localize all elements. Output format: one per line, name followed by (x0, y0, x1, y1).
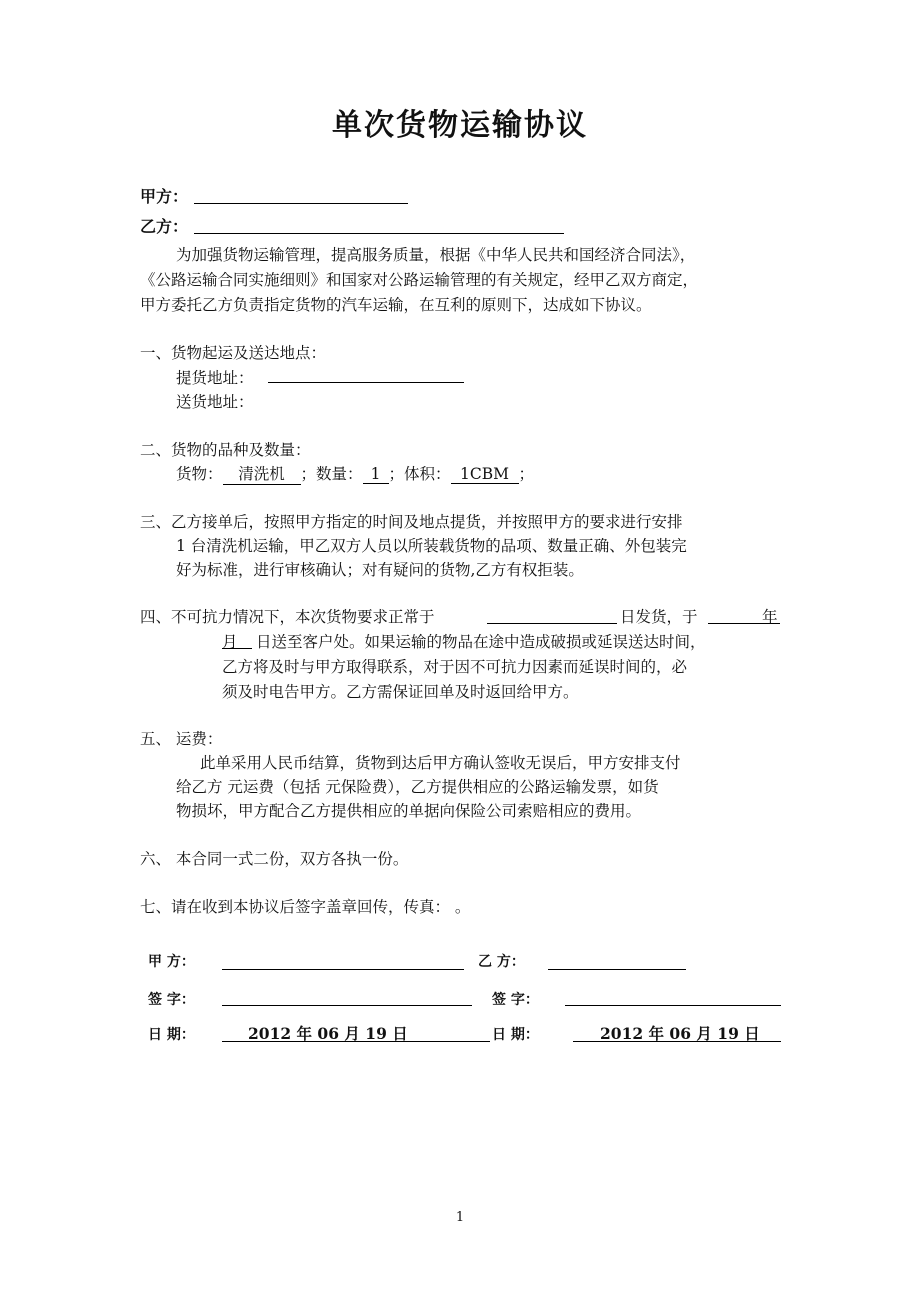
date-b-value: 2012 年 06 月 19 日 (600, 1024, 760, 1043)
page-number: 1 (455, 1210, 465, 1225)
pickup-address-field[interactable] (268, 382, 464, 383)
month-char: 月 (222, 633, 238, 651)
date-a-field[interactable] (222, 1041, 490, 1042)
volume-value: 1CBM (451, 465, 519, 484)
signature-b-field[interactable] (565, 1005, 781, 1006)
party-a-field[interactable] (194, 203, 408, 204)
section-4-line-3: 乙方将及时与甲方取得联系，对于因不可抗力因素而延误时间的，必 (222, 658, 688, 676)
section-7: 七、请在收到本协议后签字盖章回传，传真： 。 (140, 898, 471, 916)
delivery-label: 送货地址： (176, 393, 254, 411)
date-a-value: 2012 年 06 月 19 日 (248, 1024, 408, 1043)
section-5-line-2: 给乙方 元运费（包括 元保险费），乙方提供相应的公路运输发票，如货 (176, 778, 659, 796)
date-b-label: 日 期： (492, 1027, 539, 1043)
date-a-label: 日 期： (148, 1027, 195, 1043)
volume-label: ；体积： (388, 465, 451, 483)
sign-party-b-label: 乙 方： (478, 954, 525, 970)
sign-party-a-label: 甲 方： (148, 954, 195, 970)
intro-line-1: 为加强货物运输管理，提高服务质量，根据《中华人民共和国经济合同法》， (176, 246, 696, 264)
section-5-line-3: 物损坏，甲方配合乙方提供相应的单据向保险公司索赔相应的费用。 (176, 802, 642, 820)
section-4-line-1b: 日发货，于 (620, 608, 698, 626)
goods-end: ； (518, 465, 535, 483)
ship-date-field[interactable] (487, 623, 617, 624)
section-6: 六、 本合同一式二份，双方各执一份。 (140, 850, 409, 868)
intro-line-2: 《公路运输合同实施细则》和国家对公路运输管理的有关规定，经甲乙双方商定， (140, 271, 699, 289)
section-3-line-3: 好为标准，进行审核确认；对有疑问的货物,乙方有权拒装。 (176, 561, 584, 579)
date-b-field[interactable] (573, 1041, 781, 1042)
section-2-heading: 二、货物的品种及数量： (140, 441, 311, 459)
goods-line (176, 462, 534, 485)
qty-value: 1 (363, 465, 389, 484)
party-b-label: 乙方： (140, 217, 189, 236)
signature-a-label: 签 字： (148, 992, 195, 1008)
arrival-month-field[interactable] (222, 648, 252, 649)
sign-party-b-field[interactable] (548, 969, 686, 970)
sign-party-a-field[interactable] (222, 969, 464, 970)
year-char: 年 (762, 608, 778, 626)
section-4-line-2: 日送至客户处。如果运输的物品在途中造成破损或延误送达时间， (256, 633, 706, 651)
goods-value: 清洗机 (223, 462, 301, 485)
pickup-label: 提货地址： (176, 369, 254, 387)
goods-label: 货物： (176, 465, 223, 483)
signature-b-label: 签 字： (492, 992, 539, 1008)
intro-line-3: 甲方委托乙方负责指定货物的汽车运输，在互利的原则下，达成如下协议。 (140, 296, 652, 314)
party-b-field[interactable] (194, 233, 564, 234)
party-a-label: 甲方： (140, 187, 189, 206)
qty-label: ；数量： (300, 465, 363, 483)
signature-a-field[interactable] (222, 1005, 472, 1006)
section-3-line-2: 1 台清洗机运输，甲乙双方人员以所装载货物的品项、数量正确、外包装完 (176, 537, 687, 555)
section-5-line-1: 此单采用人民币结算，货物到达后甲方确认签收无误后，甲方安排支付 (200, 754, 681, 772)
page-title: 单次货物运输协议 (332, 108, 588, 143)
section-1-heading: 一、货物起运及送达地点： (140, 344, 327, 362)
section-3-line-1: 三、乙方接单后，按照甲方指定的时间及地点提货，并按照甲方的要求进行安排 (140, 513, 683, 531)
section-4-line-4: 须及时电告甲方。乙方需保证回单及时返回给甲方。 (222, 683, 579, 701)
section-4-line-1a: 四、不可抗力情况下，本次货物要求正常于 (140, 608, 435, 626)
section-5-heading: 五、 运费： (140, 730, 223, 748)
